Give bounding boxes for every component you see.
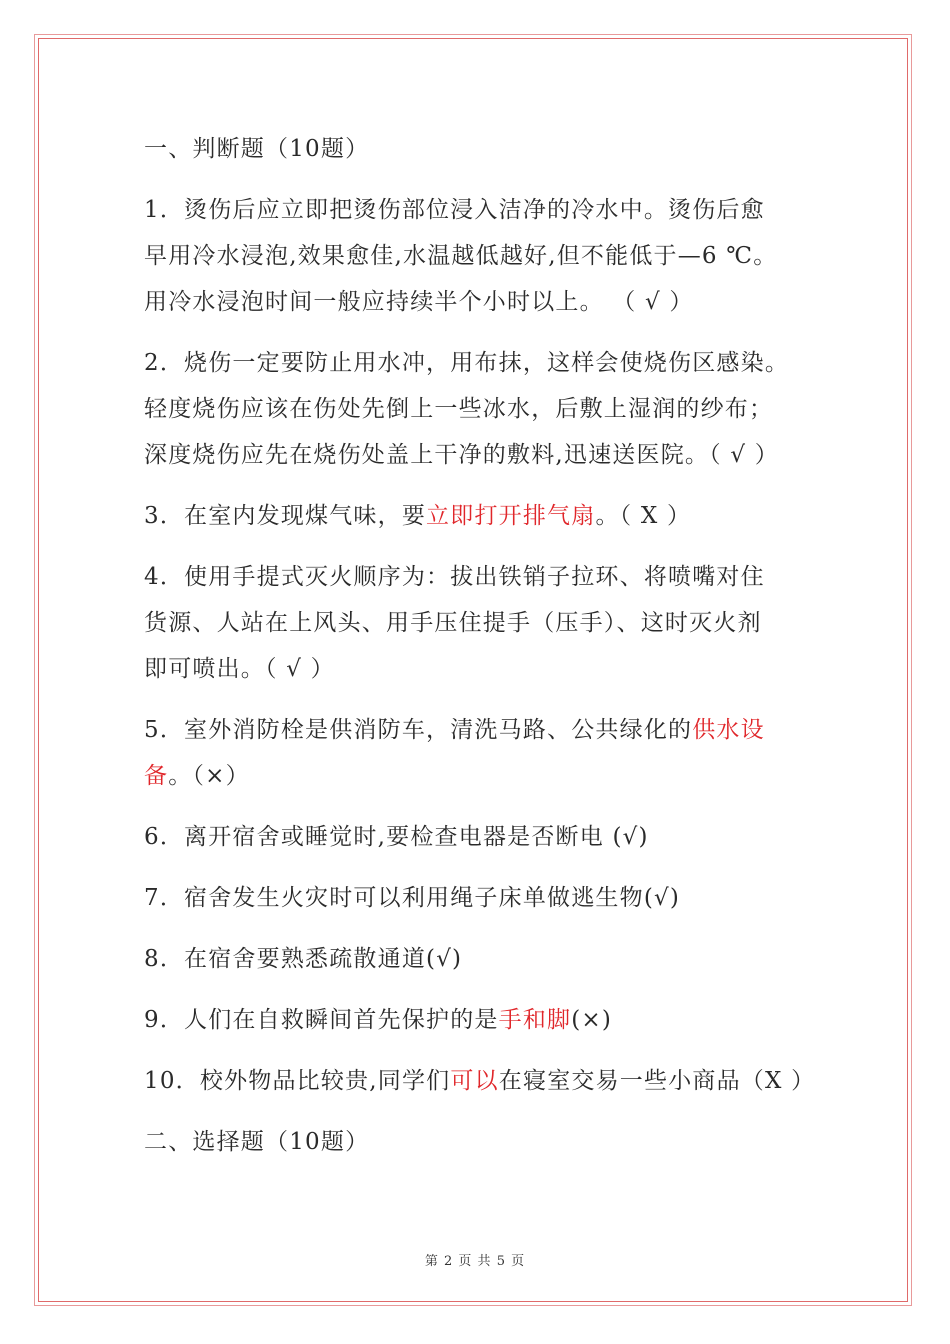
- question-10-highlight: 可以: [450, 1068, 499, 1094]
- question-5-highlight-2: 备: [144, 763, 169, 789]
- question-6: 6．离开宿舍或睡觉时,要检查电器是否断电 (√): [144, 824, 649, 850]
- question-2-line-3: 深度烧伤应先在烧伤处盖上干净的敷料,迅速送医院。（ √ ）: [144, 442, 779, 468]
- question-5-highlight-1: 供水设: [692, 717, 765, 743]
- question-9-answer: (×): [571, 1007, 613, 1033]
- question-4-line-1: 4．使用手提式灭火顺序为：拔出铁销子拉环、将喷嘴对住: [144, 564, 765, 590]
- page-number: 第 2 页 共 5 页: [424, 1254, 526, 1269]
- question-3-text: 3．在室内发现煤气味，要: [144, 503, 427, 529]
- question-10: [144, 1058, 816, 1104]
- question-9-text: 9．人们在自救瞬间首先保护的是: [144, 1007, 499, 1033]
- question-10-answer: 在寝室交易一些小商品（X ）: [498, 1068, 816, 1094]
- question-3: [144, 493, 816, 539]
- section-title-choice: 二、选择题（10题）: [144, 1129, 370, 1155]
- question-5-line-1: [144, 707, 816, 753]
- question-1: [144, 187, 816, 325]
- question-5: [144, 707, 816, 799]
- question-7: 7．宿舍发生火灾时可以利用绳子床单做逃生物(√): [144, 885, 681, 911]
- question-2-line-1: 2．烧伤一定要防止用水冲，用布抹，这样会使烧伤区感染。: [144, 350, 790, 376]
- question-9-highlight: 手和脚: [498, 1007, 572, 1033]
- question-5-answer: 。（×）: [168, 763, 250, 789]
- question-10-text: 10．校外物品比较贵,同学们: [144, 1068, 451, 1094]
- question-4-line-3: 即可喷出。（ √ ）: [144, 656, 335, 682]
- question-1-line-2: 早用冷水浸泡,效果愈佳,水温越低越好,但不能低于—6 ℃。: [144, 243, 778, 269]
- question-4-line-2: 货源、人站在上风头、用手压住提手（压手）、这时灭火剂: [144, 610, 762, 636]
- question-3-answer: 。（ X ）: [595, 503, 692, 529]
- question-1-line-3: 用冷水浸泡时间一般应持续半个小时以上。 （ √ ）: [144, 289, 694, 315]
- question-8: 8．在宿舍要熟悉疏散通道(√): [144, 946, 463, 972]
- question-4: [144, 554, 816, 692]
- question-3-highlight: 立即打开排气扇: [426, 503, 596, 529]
- question-9: [144, 997, 816, 1043]
- question-2: [144, 340, 816, 478]
- question-5-line-2: [144, 753, 816, 799]
- document-body: [144, 126, 816, 1180]
- question-1-line-1: 1．烫伤后应立即把烫伤部位浸入洁净的冷水中。烫伤后愈: [144, 197, 765, 223]
- section-title-judgment: 一、判断题（10题）: [144, 136, 370, 162]
- question-2-line-2: 轻度烧伤应该在伤处先倒上一些冰水，后敷上湿润的纱布；: [144, 396, 774, 422]
- question-5-text: 5．室外消防栓是供消防车，清洗马路、公共绿化的: [144, 717, 693, 743]
